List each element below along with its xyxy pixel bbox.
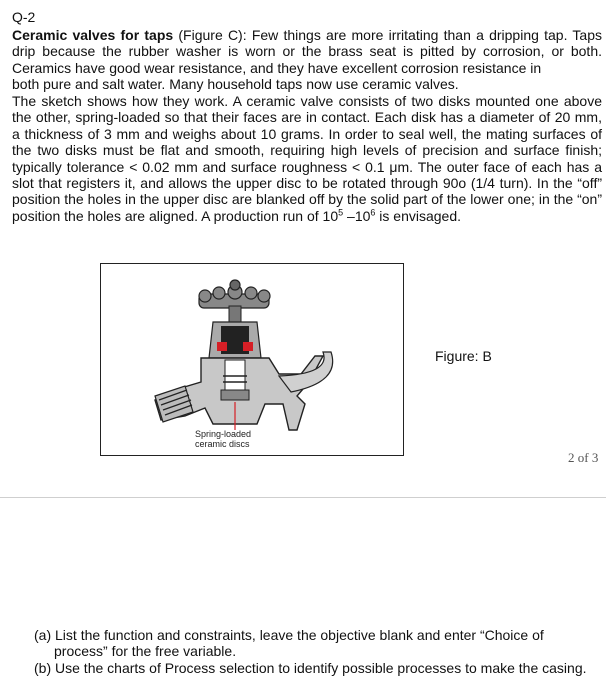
tap-handle: [199, 280, 270, 308]
figure-ref: (Figure C):: [173, 27, 252, 43]
body-text-end: is envisaged.: [375, 207, 462, 224]
part-b-text-1: Use the charts of Process selection to identify possible processes to make the casing.: [55, 660, 587, 676]
heading: Ceramic valves for taps: [12, 27, 174, 43]
page-divider: [0, 497, 606, 498]
part-a-text-1: List the function and constraints, leave the objective blank and enter “Choice of: [55, 627, 544, 643]
figure-box: [100, 263, 404, 456]
part-a: [34, 627, 544, 660]
exponent-6: 6: [370, 207, 376, 218]
part-a-text-2: process” for the free variable.: [54, 643, 237, 660]
body-paragraph: [12, 93, 602, 224]
part-b-label: (b): [34, 660, 52, 676]
body-text: The sketch shows how they work. A ceramic valve consists of two disks mounted one above the other, spring-loaded so that their faces are in contact. Each disk has a diameter of 20 mm, a thickness of 3 mm and weighs about 10 grams. In order to seal well, the mating surfaces of the two disks must be flat and smooth, requiring high levels of precision and surface finish; typically tolerance < 0.02 mm and surface roughness < 0.1 μm. The outer face of each has a slot that registers it, and allows the upper disc to be rotated through 90o (1/4 turn). In the “off” position the holes in the upper disc are blanked off by the solid part of the lower one; in the “on” position the holes are aligned. A production run of 10: [12, 93, 602, 224]
intro-paragraph: [12, 27, 602, 93]
part-b: [34, 660, 587, 676]
exponent-5: 5: [338, 207, 344, 218]
range-dash: –10: [343, 207, 371, 224]
callout-text-2: ceramic discs: [195, 439, 250, 449]
ceramic-disc-right: [243, 342, 253, 351]
part-a-label: (a): [34, 627, 52, 643]
page-number: 2 of 3: [568, 450, 599, 465]
question-label: Q-2: [12, 9, 36, 25]
callout-text-1: Spring-loaded: [195, 429, 252, 439]
tap-valve-sketch: [101, 264, 403, 455]
seat: [221, 390, 249, 400]
intro-line-2: both pure and salt water. Many household taps now use ceramic valves.: [12, 76, 459, 93]
figure-caption: Figure: B: [435, 348, 492, 364]
valve-stem: [229, 306, 241, 324]
ceramic-disc-left: [217, 342, 227, 351]
intro-line-1: Few things are more irritating than a dripping tap. Taps drip because the rubber washer is worn or the brass seat is pitted by corrosion, or both. Ceramics have good wear resistance, and they have excellent corrosion resistance in: [12, 27, 602, 76]
inner-passage: [225, 360, 245, 390]
